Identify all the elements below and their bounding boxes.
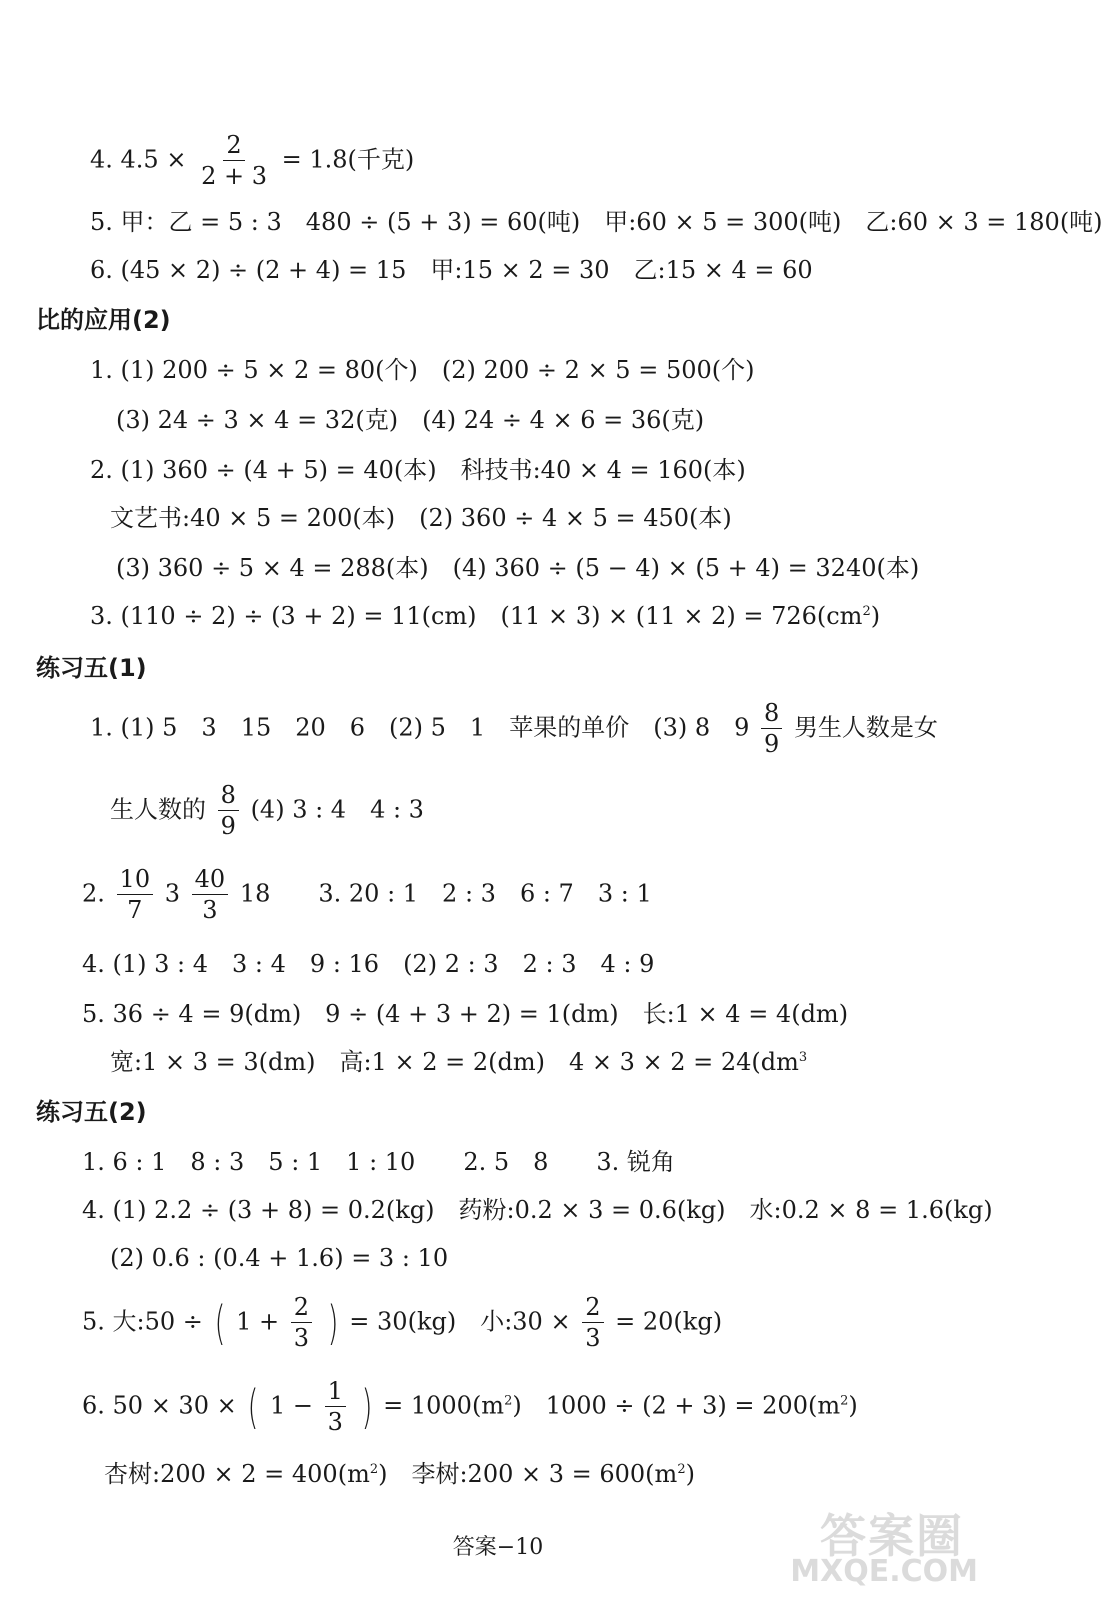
answer-line: 1. 6 : 1 8 : 3 5 : 1 1 : 10 2. 5 8 3. 锐角 [82, 1148, 675, 1176]
answer-line: (3) 360 ÷ 5 × 4 = 288(本) (4) 360 ÷ (5 − 4) × (5 + 4) = 3240(本) [116, 554, 920, 582]
answer-line [82, 866, 652, 924]
fraction-numerator: 10 [117, 866, 154, 895]
answer-line-6: 6. (45 × 2) ÷ (2 + 4) = 15 甲:15 × 2 = 30 乙:15 × 4 = 60 [90, 256, 813, 284]
expr-text: ) 李树:200 × 3 = 600(m [378, 1460, 678, 1488]
expr-text: 3 [164, 879, 181, 908]
fraction [218, 782, 239, 840]
watermark-text: 答案圈 [820, 1509, 964, 1563]
expr-text: = 1000(m [383, 1391, 505, 1420]
fraction-denominator: 3 [585, 1324, 601, 1353]
expr-text: ) [848, 1391, 858, 1420]
superscript: 2 [504, 1393, 513, 1409]
expr-text: 18 3. 20 : 1 2 : 3 6 : 7 3 : 1 [239, 879, 652, 908]
answer-line [110, 1050, 807, 1074]
superscript: 2 [677, 1462, 686, 1477]
fraction [582, 1294, 603, 1352]
fraction-numerator: 2 [582, 1294, 603, 1323]
superscript: 2 [840, 1393, 849, 1409]
fraction [117, 866, 154, 924]
expr-text: (4) 3 : 4 4 : 3 [250, 795, 424, 824]
expr-text: 男生人数是女 [793, 713, 938, 742]
right-paren: ) [361, 1379, 372, 1434]
fraction-numerator: 8 [218, 782, 239, 811]
expr-text: 4. 4.5 × [90, 145, 187, 174]
fraction-denominator: 3 [202, 896, 218, 925]
fraction-numerator: 1 [325, 1378, 346, 1407]
answer-line-5: 5. 甲：乙 = 5 : 3 480 ÷ (5 + 3) = 60(吨) 甲:60 × 5 = 300(吨) 乙:60 × 3 = 180(吨) [90, 208, 1103, 236]
page-footer: 答案−10 [452, 1535, 544, 1560]
answer-line [90, 700, 938, 758]
watermark-url: MXQE.COM [790, 1554, 978, 1589]
expr-text: 5. 大:50 ÷ [82, 1307, 203, 1336]
fraction [192, 866, 229, 924]
answer-line: 1. (1) 200 ÷ 5 × 2 = 80(个) (2) 200 ÷ 2 × 5 = 500(个) [90, 356, 755, 384]
answer-line [82, 1378, 858, 1436]
fraction-numerator: 2 [291, 1294, 312, 1323]
fraction-denominator: 7 [127, 896, 143, 925]
superscript: 2 [862, 604, 871, 619]
expr-text: 1 + [236, 1307, 280, 1336]
expr-text: 3. (110 ÷ 2) ÷ (3 + 2) = 11(cm) (11 × 3) × (11 × 2) = 726(cm [90, 602, 863, 630]
section-heading: 练习五(2) [36, 1098, 147, 1126]
fraction [291, 1294, 312, 1352]
expr-text: = 20(kg) [615, 1307, 723, 1336]
superscript: 2 [369, 1462, 379, 1477]
expr-text: ) 1000 ÷ (2 + 3) = 200(m [512, 1391, 841, 1420]
fraction [198, 132, 270, 190]
fraction-numerator: 2 [223, 132, 244, 161]
answer-line: 2. (1) 360 ÷ (4 + 5) = 40(本) 科技书:40 × 4 = 160(本) [90, 456, 746, 484]
answer-line: 文艺书:40 × 5 = 200(本) (2) 360 ÷ 4 × 5 = 450(本) [110, 504, 732, 532]
expr-text: 1. (1) 5 3 15 20 6 (2) 5 1 苹果的单价 (3) 8 9 [90, 713, 750, 742]
fraction [325, 1378, 346, 1436]
expr-text: 1 − [269, 1391, 313, 1420]
answer-line: (2) 0.6 : (0.4 + 1.6) = 3 : 10 [110, 1244, 449, 1272]
section-heading: 练习五(1) [36, 654, 147, 682]
answer-line [104, 1462, 695, 1486]
superscript: 3 [798, 1050, 808, 1065]
expr-text: = 1.8(千克) [281, 145, 415, 174]
left-paren: ( [247, 1379, 259, 1434]
right-paren: ) [327, 1295, 339, 1350]
expr-text: 6. 50 × 30 × [82, 1391, 237, 1420]
expr-text: ) [870, 602, 881, 630]
answer-line-4 [90, 132, 414, 190]
fraction-denominator: 9 [764, 730, 780, 759]
section-heading: 比的应用(2) [36, 306, 171, 334]
fraction-numerator: 40 [192, 866, 229, 895]
fraction-denominator: 2 + 3 [201, 162, 267, 191]
expr-text: ) [685, 1460, 695, 1488]
answer-line: 4. (1) 2.2 ÷ (3 + 8) = 0.2(kg) 药粉:0.2 × 3 = 0.6(kg) 水:0.2 × 8 = 1.6(kg) [82, 1196, 993, 1224]
expr-text: = 30(kg) 小:30 × [349, 1307, 571, 1336]
answer-line: 4. (1) 3 : 4 3 : 4 9 : 16 (2) 2 : 3 2 : 3 4 : 9 [82, 950, 655, 978]
answer-line [82, 1294, 722, 1352]
answer-line [110, 782, 424, 840]
expr-text: 生人数的 [110, 795, 206, 824]
answer-line: (3) 24 ÷ 3 × 4 = 32(克) (4) 24 ÷ 4 × 6 = 36(克) [116, 406, 705, 434]
expr-text: 宽:1 × 3 = 3(dm) 高:1 × 2 = 2(dm) 4 × 3 × 2 = 24(dm [110, 1048, 799, 1076]
fraction-denominator: 3 [327, 1408, 343, 1437]
answer-line: 5. 36 ÷ 4 = 9(dm) 9 ÷ (4 + 3 + 2) = 1(dm) 长:1 × 4 = 4(dm) [82, 1000, 849, 1028]
watermark-logo [788, 1500, 988, 1600]
expr-text: 2. [82, 879, 105, 908]
answer-line [90, 604, 880, 628]
expr-text: 杏树:200 × 2 = 400(m [104, 1460, 370, 1488]
fraction-numerator: 8 [761, 700, 782, 729]
fraction-denominator: 9 [220, 812, 236, 841]
fraction-denominator: 3 [293, 1324, 310, 1353]
fraction [761, 700, 782, 758]
left-paren: ( [214, 1295, 225, 1350]
